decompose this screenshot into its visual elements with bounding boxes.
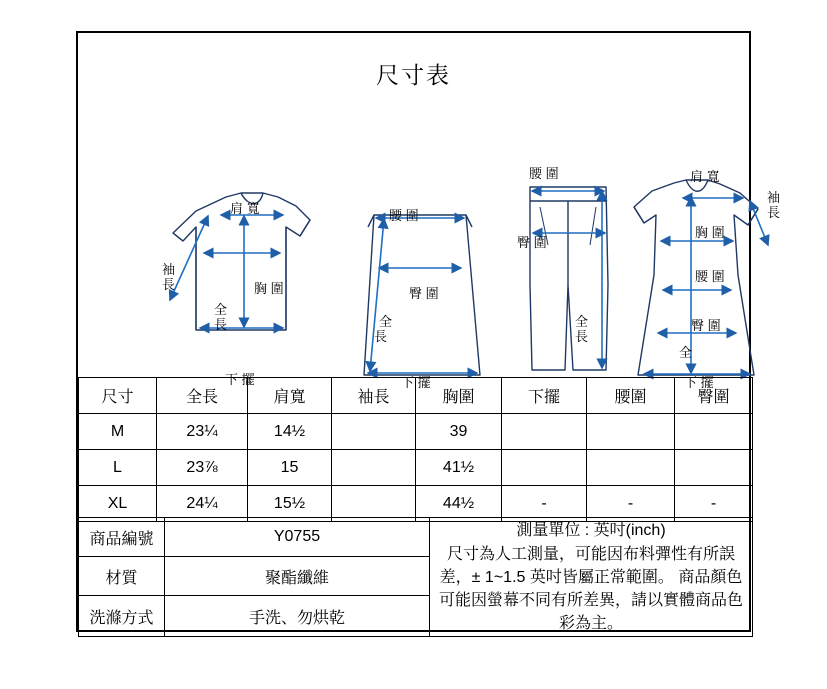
svg-text:腰 圍: 腰 圍 bbox=[529, 166, 559, 181]
note-line-4: 彩為主。 bbox=[558, 615, 623, 633]
header-bust: 胸圍 bbox=[416, 378, 502, 414]
svg-text:肩 寬: 肩 寬 bbox=[690, 169, 720, 184]
cell-total-length: 23⅞ bbox=[157, 450, 248, 486]
svg-text:長: 長 bbox=[374, 329, 388, 344]
cell-sleeve bbox=[332, 450, 416, 486]
cell-bust: 41½ bbox=[416, 450, 502, 486]
svg-text:全: 全 bbox=[214, 302, 228, 317]
value-product-code: Y0755 bbox=[165, 518, 430, 557]
header-waist: 腰圍 bbox=[587, 378, 675, 414]
cell-hip bbox=[675, 414, 753, 450]
svg-text:長: 長 bbox=[575, 329, 589, 344]
value-washing: 手洗、勿烘乾 bbox=[165, 596, 430, 637]
note-unit: 測量單位 : 英吋(inch) bbox=[516, 521, 666, 539]
header-size: 尺寸 bbox=[79, 378, 157, 414]
label-material: 材質 bbox=[79, 557, 165, 596]
cell-total-length: 24¼ bbox=[157, 486, 248, 522]
size-chart-sheet bbox=[76, 31, 781, 633]
svg-text:全: 全 bbox=[679, 345, 693, 360]
cell-size: M bbox=[79, 414, 157, 450]
note-line-3: 商品顏色可能因螢幕不同有所差異，請以實體商品色 bbox=[438, 568, 743, 610]
svg-text:袖: 袖 bbox=[162, 262, 176, 277]
cell-shoulder: 15½ bbox=[248, 486, 332, 522]
header-sleeve: 袖長 bbox=[332, 378, 416, 414]
label-product-code: 商品編號 bbox=[79, 518, 165, 557]
svg-text:腰 圍: 腰 圍 bbox=[695, 269, 725, 284]
svg-text:臀 圍: 臀 圍 bbox=[691, 318, 721, 333]
cell-hem bbox=[502, 414, 587, 450]
svg-text:腰 圍: 腰 圍 bbox=[389, 208, 419, 223]
header-hem: 下擺 bbox=[502, 378, 587, 414]
measurement-note bbox=[430, 518, 753, 637]
value-material: 聚酯纖維 bbox=[165, 557, 430, 596]
info-row-product-code bbox=[79, 518, 753, 557]
svg-text:全: 全 bbox=[379, 314, 393, 329]
header-total-length: 全長 bbox=[157, 378, 248, 414]
svg-text:袖: 袖 bbox=[767, 190, 781, 205]
svg-text:臀 圍: 臀 圍 bbox=[409, 286, 439, 301]
cell-hip: - bbox=[675, 486, 753, 522]
garment-diagrams bbox=[78, 85, 781, 390]
svg-text:胸 圍: 胸 圍 bbox=[695, 225, 725, 240]
table-row bbox=[79, 450, 753, 486]
svg-text:下 擺: 下 擺 bbox=[225, 372, 255, 387]
cell-waist bbox=[587, 450, 675, 486]
cell-sleeve bbox=[332, 414, 416, 450]
svg-text:長: 長 bbox=[214, 317, 228, 332]
cell-bust: 39 bbox=[416, 414, 502, 450]
table-header-row bbox=[79, 378, 753, 414]
page-title: 尺寸表 bbox=[376, 62, 451, 88]
cell-total-length: 23¼ bbox=[157, 414, 248, 450]
cell-size: L bbox=[79, 450, 157, 486]
note-line-2: 1~1.5 英吋皆屬正常範圍。 bbox=[484, 568, 674, 586]
svg-text:下 擺: 下 擺 bbox=[401, 375, 431, 390]
header-hip: 臀圍 bbox=[675, 378, 753, 414]
cell-hip bbox=[675, 450, 753, 486]
label-top-shoulder: 肩 寬 bbox=[230, 201, 260, 216]
cell-hem: - bbox=[502, 486, 587, 522]
note-line-1: 尺寸為人工測量，可能因布料彈性有所誤差，± bbox=[439, 545, 735, 586]
cell-shoulder: 14½ bbox=[248, 414, 332, 450]
svg-text:長: 長 bbox=[767, 205, 781, 220]
header-shoulder: 肩寬 bbox=[248, 378, 332, 414]
cell-waist: - bbox=[587, 486, 675, 522]
cell-hem bbox=[502, 450, 587, 486]
size-table bbox=[78, 377, 753, 522]
svg-text:胸 圍: 胸 圍 bbox=[254, 281, 284, 296]
svg-text:臀 圍: 臀 圍 bbox=[517, 235, 547, 250]
svg-text:下 擺: 下 擺 bbox=[684, 375, 714, 390]
cell-size: XL bbox=[79, 486, 157, 522]
cell-waist bbox=[587, 414, 675, 450]
svg-text:全: 全 bbox=[575, 314, 589, 329]
product-info-table bbox=[78, 517, 753, 637]
svg-text:長: 長 bbox=[162, 277, 176, 292]
cell-bust: 44½ bbox=[416, 486, 502, 522]
cell-shoulder: 15 bbox=[248, 450, 332, 486]
table-row bbox=[79, 414, 753, 450]
label-washing: 洗滌方式 bbox=[79, 596, 165, 637]
